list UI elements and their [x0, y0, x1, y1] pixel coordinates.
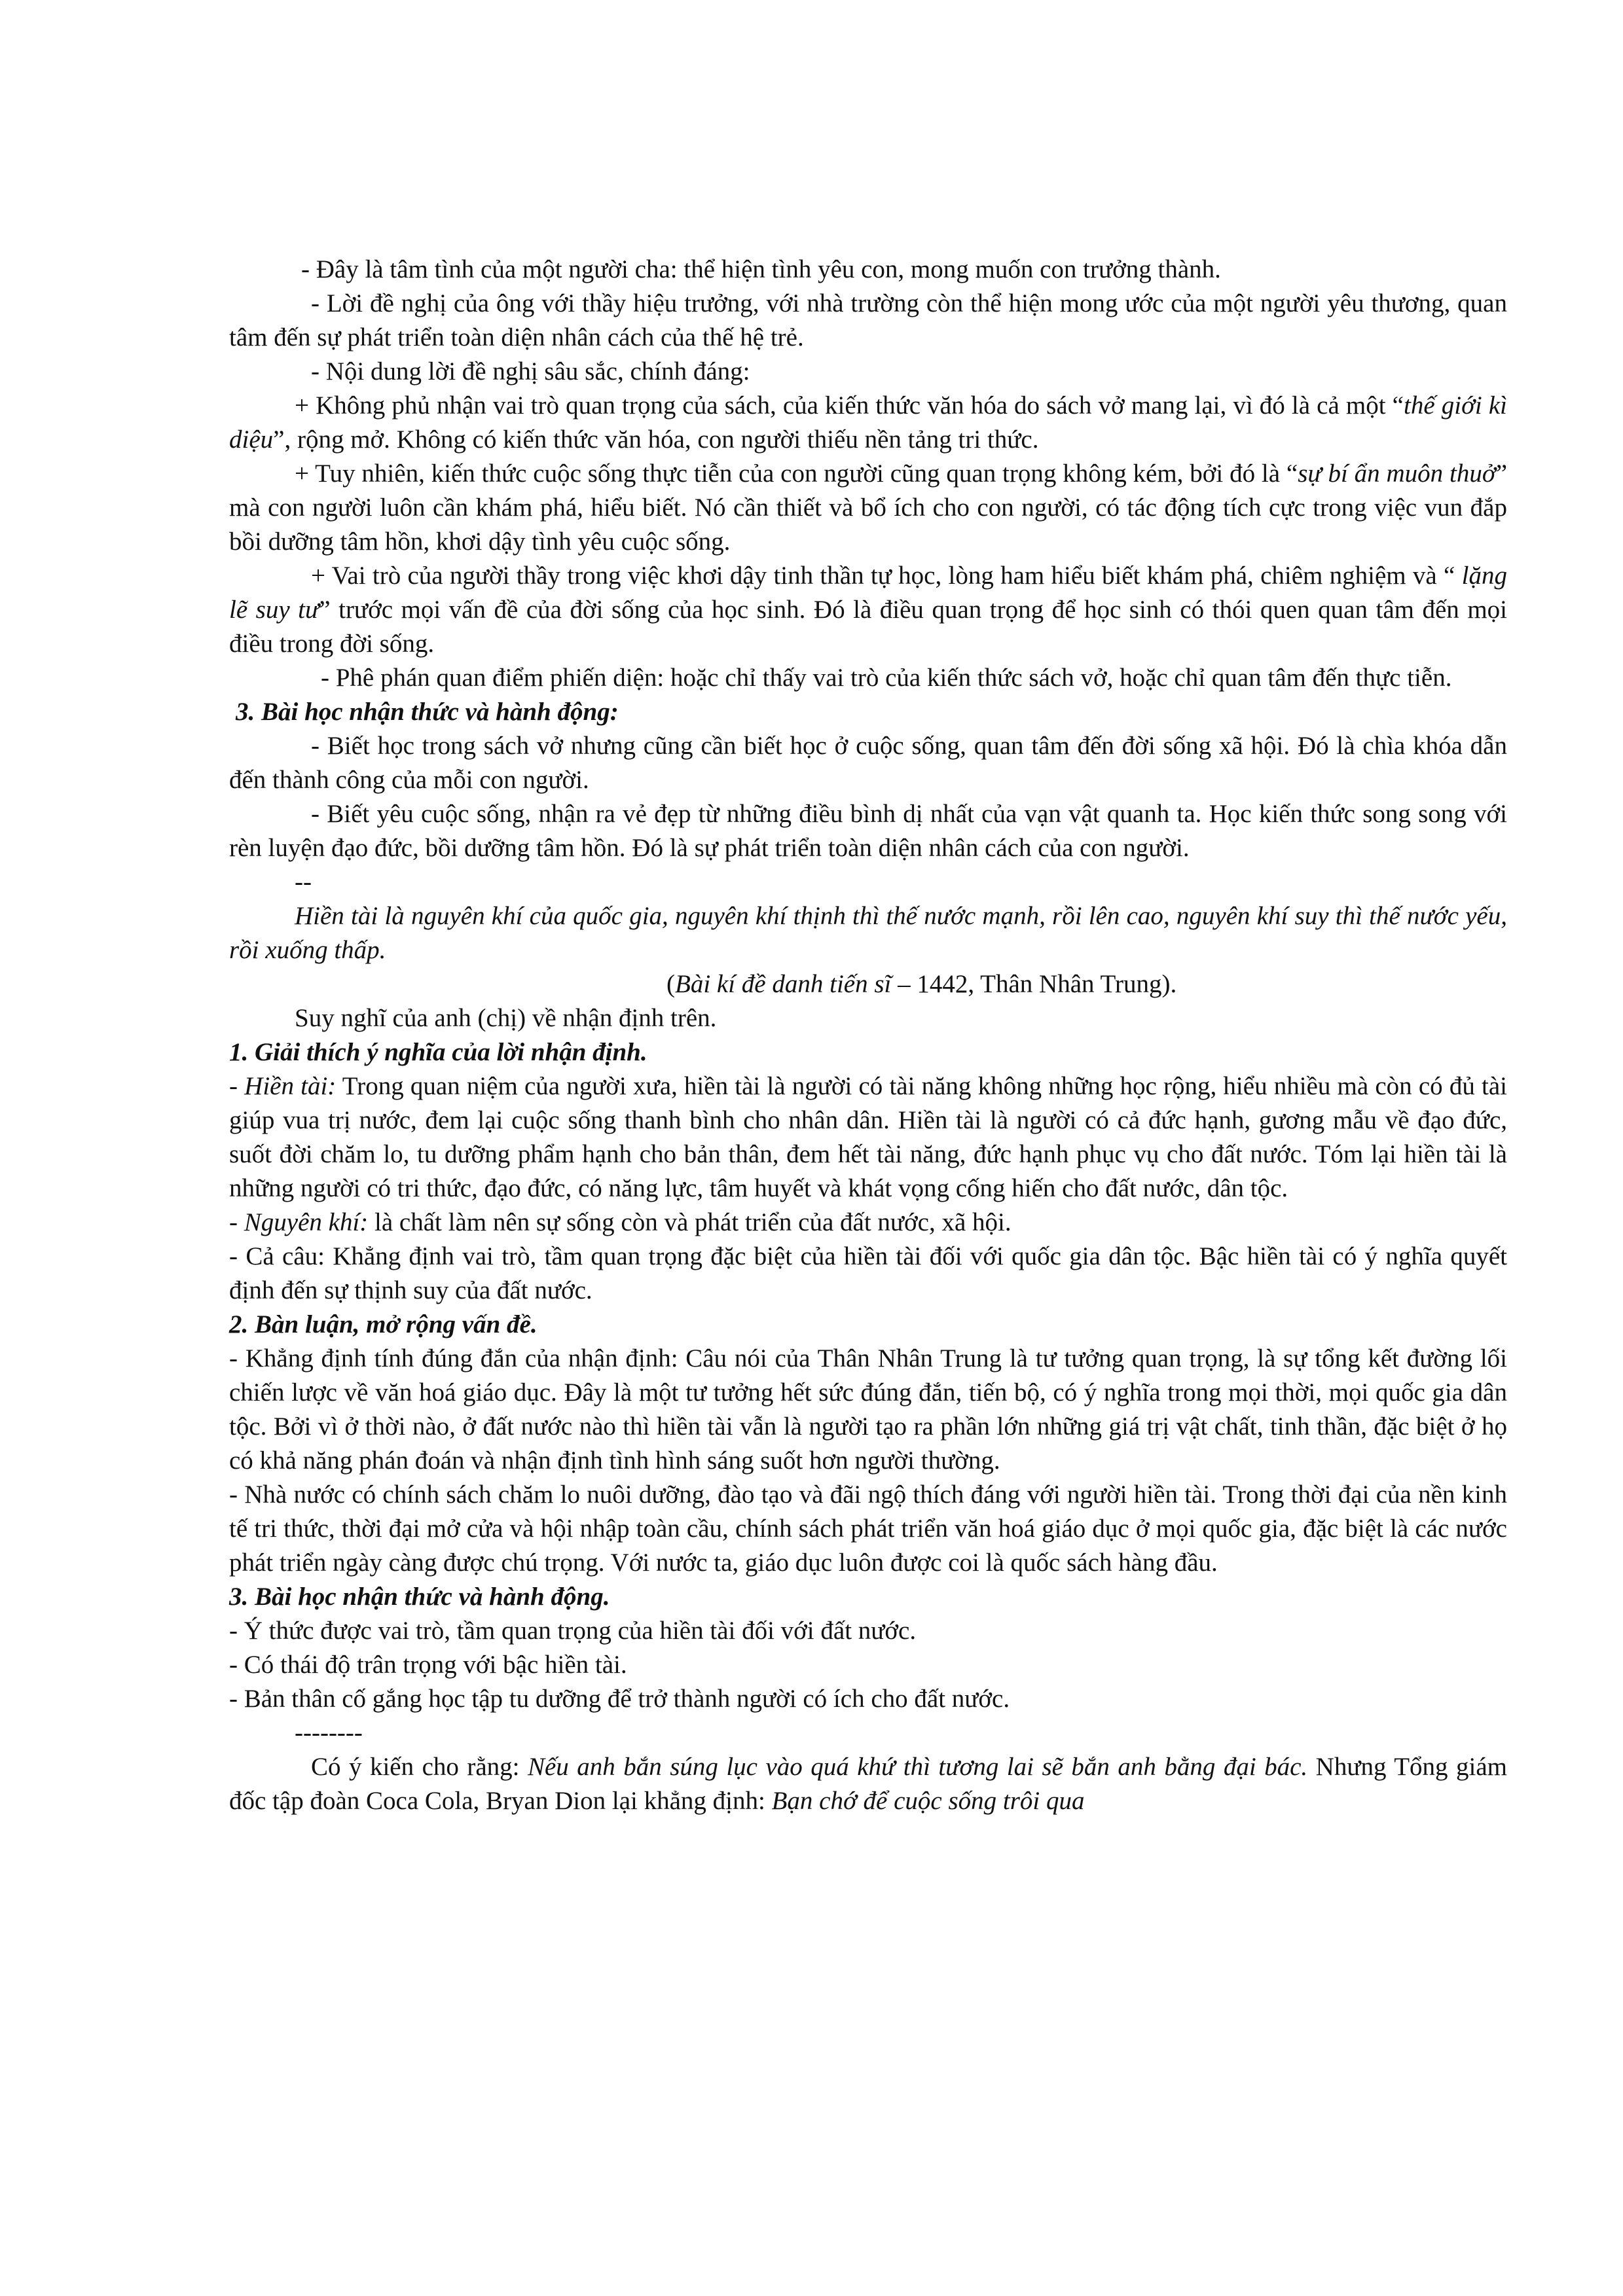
italic-phrase: thế giới kì diệu [229, 391, 1507, 454]
text-run: Nhưng Tổng giám đốc tập đoàn Coca Cola, Bryan Dion lại khẳng định: [229, 1753, 1508, 1815]
paragraph [229, 1206, 1507, 1240]
paragraph [229, 1069, 1507, 1206]
text-run: - [229, 1072, 245, 1100]
quote [229, 899, 1507, 967]
text-run: là chất làm nên sự sống còn và phát triển của đất nước, xã hội. [368, 1208, 1012, 1236]
paragraph [229, 559, 1507, 661]
heading-text: 3. Bài học nhận thức và hành động. [229, 1583, 610, 1611]
paragraph [229, 1750, 1507, 1818]
text-run: ”, rộng mở. Không có kiến thức văn hóa, con người thiếu nền tảng tri thức. [273, 425, 1039, 454]
paragraph: - Lời đề nghị của ông với thầy hiệu trưởng, với nhà trường còn thể hiện mong ước của một người yêu thương, quan tâm đến sự phát triển toàn diện nhân cách của thế hệ trẻ. [229, 289, 1507, 351]
italic-term: Nguyên khí: [244, 1208, 369, 1236]
text-run: + Không phủ nhận vai trò quan trọng của sách, của kiến thức văn hóa do sách vở mang lại, vì đó là cả một “ [295, 391, 1404, 420]
paragraph: - Khẳng định tính đúng đắn của nhận định: Câu nói của Thân Nhân Trung là tư tưởng quan trọng, là sự tổng kết đường lối chiến lược về văn hoá giáo dục. Đây là một tư tưởng hết sức đúng đắn, tiến bộ, có ý nghĩa trong mọi thời, mọi quốc gia dân tộc. Bởi vì ở thời nào, ở đất nước nào thì hiền tài vẫn là người tạo ra phần lớn những giá trị vật chất, tinh thần, đặc biệt ở họ có khả năng phán đoán và nhận định tình hình sáng suốt hơn người thường. [229, 1344, 1507, 1475]
text-run: – 1442, Thân Nhân Trung). [891, 970, 1177, 998]
italic-phrase: Nếu anh bắn súng lục vào quá khứ thì tương lai sẽ bắn anh bằng đại bác. [527, 1753, 1308, 1781]
paragraph: - Cả câu: Khẳng định vai trò, tầm quan trọng đặc biệt của hiền tài đối với quốc gia dân tộc. Bậc hiền tài có ý nghĩa quyết định đến sự thịnh suy của đất nước. [229, 1242, 1507, 1304]
paragraph: - Phê phán quan điểm phiến diện: hoặc chỉ thấy vai trò của kiến thức sách vở, hoặc chỉ quan tâm đến thực tiễn. [321, 664, 1452, 692]
text-run: ” mà con người luôn cần khám phá, hiểu biết. Nó cần thiết và bổ ích cho con người, có tác động tích cực trong việc vun đắp bồi dưỡng tâm hồn, khơi dậy tình yêu cuộc sống. [229, 459, 1507, 556]
text-run: ” trước mọi vấn đề của đời sống của học sinh. Đó là điều quan trọng để học sinh có thói quen quan tâm đến mọi điều trong đời sống. [229, 596, 1507, 658]
paragraph: - Nhà nước có chính sách chăm lo nuôi dưỡng, đào tạo và đãi ngộ thích đáng với người hiền tài. Trong thời đại của nền kinh tế tri thức, thời đại mở cửa và hội nhập toàn cầu, chính sách phát triển văn hoá giáo dục ở mọi quốc gia, đặc biệt là các nước phát triển ngày càng được chú trọng. Với nước ta, giáo dục luôn được coi là quốc sách hàng đầu. [229, 1480, 1507, 1577]
italic-phrase: Bạn chớ để cuộc sống trôi qua [771, 1787, 1085, 1815]
paragraph [229, 457, 1507, 559]
citation-title: Bài kí đề danh tiến sĩ [675, 970, 892, 998]
section-heading [229, 695, 1507, 729]
text-run: - [229, 1208, 244, 1236]
document-body [229, 253, 1507, 1818]
text-run: + Vai trò của người thầy trong việc khơi dậy tinh thần tự học, lòng ham hiểu biết khám phá, chiêm nghiệm và “ [311, 562, 1462, 590]
heading-text: 2. Bàn luận, mở rộng vấn đề. [229, 1310, 538, 1338]
text-run: Có ý kiến cho rằng: [311, 1753, 528, 1781]
paragraph: - Ý thức được vai trò, tầm quan trọng của hiền tài đối với đất nước. [229, 1617, 917, 1645]
paragraph: - Có thái độ trân trọng với bậc hiền tài. [229, 1651, 627, 1679]
quote-text: Hiền tài là nguyên khí của quốc gia, nguyên khí thịnh thì thế nước mạnh, rồi lên cao, nguyên khí suy thì thế nước yếu, rồi xuống thấp. [229, 902, 1507, 964]
paragraph: - Nội dung lời đề nghị sâu sắc, chính đáng: [311, 357, 750, 386]
prompt: Suy nghĩ của anh (chị) về nhận định trên. [295, 1004, 717, 1032]
italic-term: Hiền tài: [244, 1072, 337, 1100]
paragraph: - Đây là tâm tình của một người cha: thể hiện tình yêu con, mong muốn con trưởng thành. [301, 255, 1221, 283]
heading-text: 1. Giải thích ý nghĩa của lời nhận định. [229, 1038, 647, 1066]
section-heading [229, 1035, 1507, 1069]
italic-phrase: lặng lẽ suy tư [229, 562, 1507, 624]
separator: -- [295, 868, 312, 896]
paragraph: - Biết học trong sách vở nhưng cũng cần biết học ở cuộc sống, quan tâm đến đời sống xã hội. Đó là chìa khóa dẫn đến thành công của mỗi con người. [229, 732, 1507, 794]
text-run: ( [666, 970, 675, 998]
section-heading [229, 1308, 1507, 1342]
heading-text: 3. Bài học nhận thức và hành động: [236, 698, 619, 726]
citation [229, 967, 1507, 1001]
section-heading [229, 1580, 1507, 1614]
paragraph: - Bản thân cố gắng học tập tu dưỡng để trở thành người có ích cho đất nước. [229, 1685, 1010, 1713]
italic-phrase: sự bí ẩn muôn thuở [1298, 459, 1496, 488]
text-run: Trong quan niệm của người xưa, hiền tài là người có tài năng không những học rộng, hiểu nhiều mà còn có đủ tài giúp vua trị nước, đem lại cuộc sống thanh bình cho nhân dân. Hiền tài là người có cả đức hạnh, gương mẫu về đạo đức, suốt đời chăm lo, tu dưỡng phẩm hạnh cho bản thân, đem hết tài năng, đức hạnh phục vụ cho đất nước. Tóm lại hiền tài là những người có tri thức, đạo đức, có năng lực, tâm huyết và khát vọng cống hiến cho đất nước, dân tộc. [229, 1072, 1507, 1202]
paragraph [229, 389, 1507, 457]
text-run: + Tuy nhiên, kiến thức cuộc sống thực tiễn của con người cũng quan trọng không kém, bởi đó là “ [295, 459, 1298, 488]
paragraph: - Biết yêu cuộc sống, nhận ra vẻ đẹp từ những điều bình dị nhất của vạn vật quanh ta. Học kiến thức song song với rèn luyện đạo đức, bồi dưỡng tâm hồn. Đó là sự phát triển toàn diện nhân cách của con người. [229, 800, 1507, 862]
separator: -------- [295, 1719, 363, 1747]
